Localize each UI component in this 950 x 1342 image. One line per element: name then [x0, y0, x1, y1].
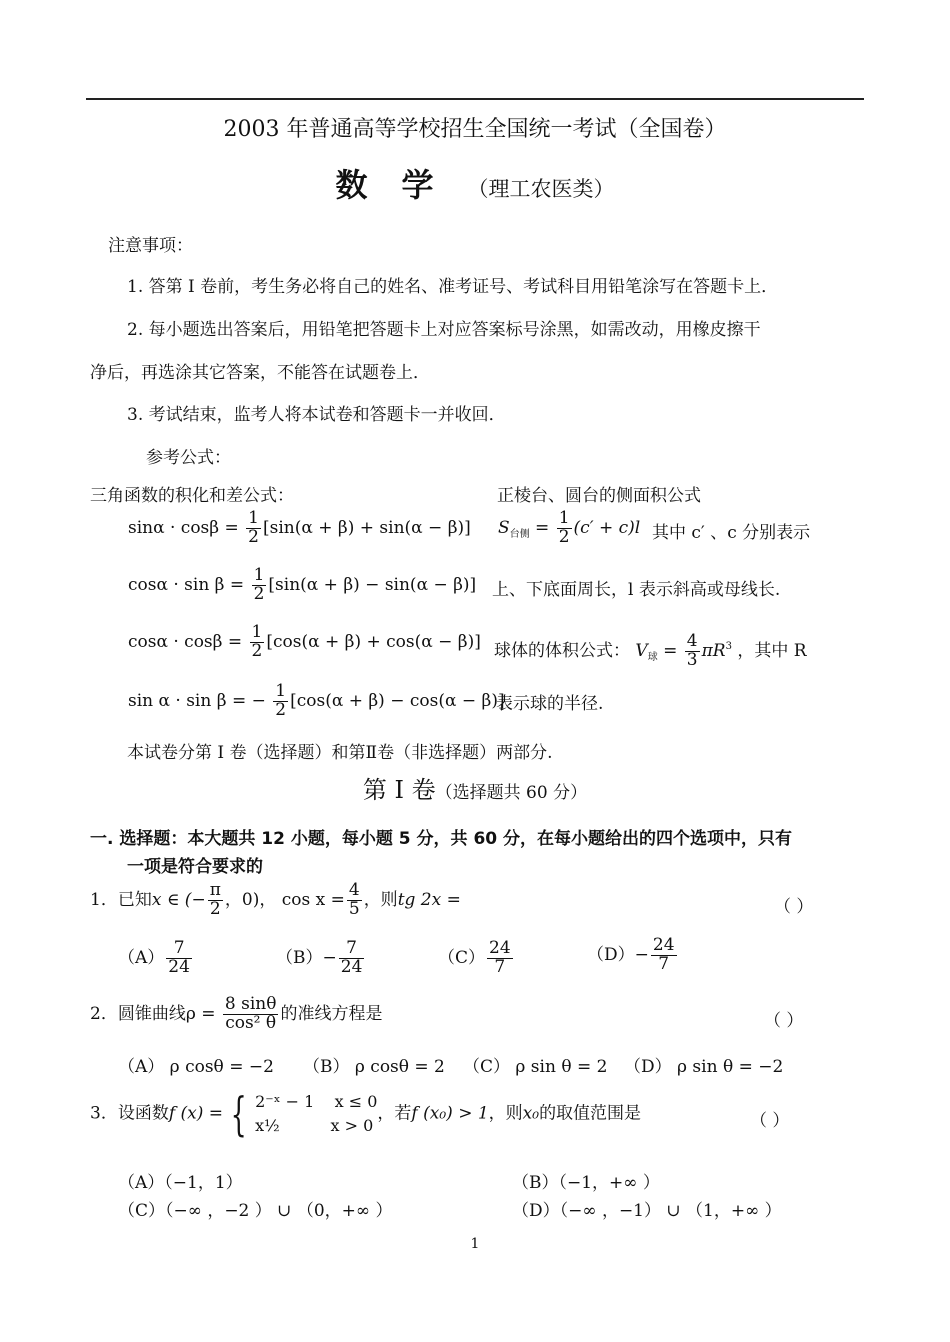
q3-option-b: （B）（−1，+∞ ）: [512, 1173, 660, 1193]
notes-heading: 注意事项：: [108, 236, 193, 256]
formula-4: sin α · sin β = − $\frac{1}{2}$ [cos(α + β) − cos(α − β)]: [128, 681, 505, 720]
trig-heading: 三角函数的积化和差公式：: [90, 486, 294, 506]
question-3: 3．设函数f (x) = { 2⁻ˣ − 1 x ≤ 0 x½ x > 0 ，若f (x₀) > 1，则x₀的取值范围是: [90, 1087, 642, 1141]
question-1: 1．已知x ∈ (− $\frac{\pi}{2}$ ，0)， cos x = $\frac{4}{5}$ ，则tg 2x =: [90, 880, 461, 919]
subject-heading: [0, 160, 950, 206]
notes-item-1: 1. 答第 I 卷前，考生务必将自己的姓名、准考证号、考试科目用铅笔涂写在答题卡上．: [127, 277, 779, 297]
q2-answer-paren: （ ）: [764, 1011, 804, 1031]
q3-option-a: （A）（−1，1）: [118, 1173, 243, 1193]
top-rule: [86, 98, 864, 100]
intro-text: 本试卷分第 I 卷（选择题）和第Ⅱ卷（非选择题）两部分.: [127, 743, 553, 763]
q2-option-c: （C） ρ sin θ = 2: [463, 1057, 608, 1077]
part1-line1: 一. 选择题：本大题共 12 小题，每小题 5 分，共 60 分，在每小题给出的四个选项中，只有: [90, 829, 793, 849]
notes-item-3: 3. 考试结束，监考人将本试卷和答题卡一并收回．: [127, 405, 506, 425]
page-number: 1: [470, 1236, 480, 1252]
q2-option-d: （D） ρ sin θ = −2: [624, 1057, 784, 1077]
lateral-formula: $S_{台侧}$ = $\frac{1}{2}$ (c′ + c)l: [498, 508, 641, 547]
part1-line2: 一项是符合要求的: [127, 857, 263, 877]
q3-answer-paren: （ ）: [750, 1111, 790, 1131]
q3-option-c: （C）（−∞ ，−2 ） ∪ （0，+∞ ）: [118, 1201, 393, 1221]
notes-item-2b: 净后，再选涂其它答案，不能答在试题卷上．: [90, 363, 430, 383]
sphere-note-2: 表示球的半径.: [496, 694, 604, 714]
q1-option-d: （D）− $\frac{24}{7}$: [587, 935, 675, 974]
formula-2: cosα · sin β = $\frac{1}{2}$ [sin(α + β) − sin(α − β)]: [128, 565, 477, 604]
notes-item-2a: 2. 每小题选出答案后，用铅笔把答题卡上对应答案标号涂黑，如需改动，用橡皮擦干: [127, 320, 761, 340]
q1-option-a: （A） $\frac{7}{24}$: [118, 938, 190, 977]
piecewise-cases: 2⁻ˣ − 1 x ≤ 0 x½ x > 0: [255, 1092, 378, 1135]
subject-title: 数学: [335, 166, 468, 204]
q3-option-d: （D）（−∞ ，−1） ∪ （1，+∞ ）: [512, 1201, 782, 1221]
lateral-note: 其中 c′ 、c 分别表示: [652, 523, 811, 543]
section-1-heading: 第 I 卷（选择题共 60 分）: [362, 776, 588, 804]
q2-option-b: （B） ρ cosθ = 2: [303, 1057, 445, 1077]
q2-option-a: （A） ρ cosθ = −2: [118, 1057, 274, 1077]
q1-option-c: （C） $\frac{24}{7}$: [438, 938, 511, 977]
subject-note: （理工农医类）: [467, 177, 615, 201]
piecewise-brace: {: [231, 1087, 248, 1141]
q1-option-b: （B）− $\frac{7}{24}$: [276, 938, 363, 977]
question-2: 2．圆锥曲线ρ = $\frac{8 \sin\theta}{\text{cos² θ}}$ 的准线方程是: [90, 994, 383, 1033]
lateral-heading: 正棱台、圆台的侧面积公式: [497, 486, 701, 506]
formula-3: cosα · cosβ = $\frac{1}{2}$ [cos(α + β) + cos(α − β)]: [128, 622, 481, 661]
exam-title: 2003 年普通高等学校招生全国统一考试（全国卷）: [223, 117, 727, 142]
q1-answer-paren: （ ）: [774, 897, 814, 917]
formula-1: sinα · cosβ = $\frac{1}{2}$ [sin(α + β) + sin(α − β)]: [128, 508, 471, 547]
formulas-heading: 参考公式：: [146, 448, 231, 468]
lateral-note-2: 上、下底面周长，l 表示斜高或母线长.: [492, 580, 781, 600]
sphere-formula: 球体的体积公式： $V_球$ = $\frac{4}{3}$ $\pi R^3$ ，其中 R: [494, 631, 807, 670]
